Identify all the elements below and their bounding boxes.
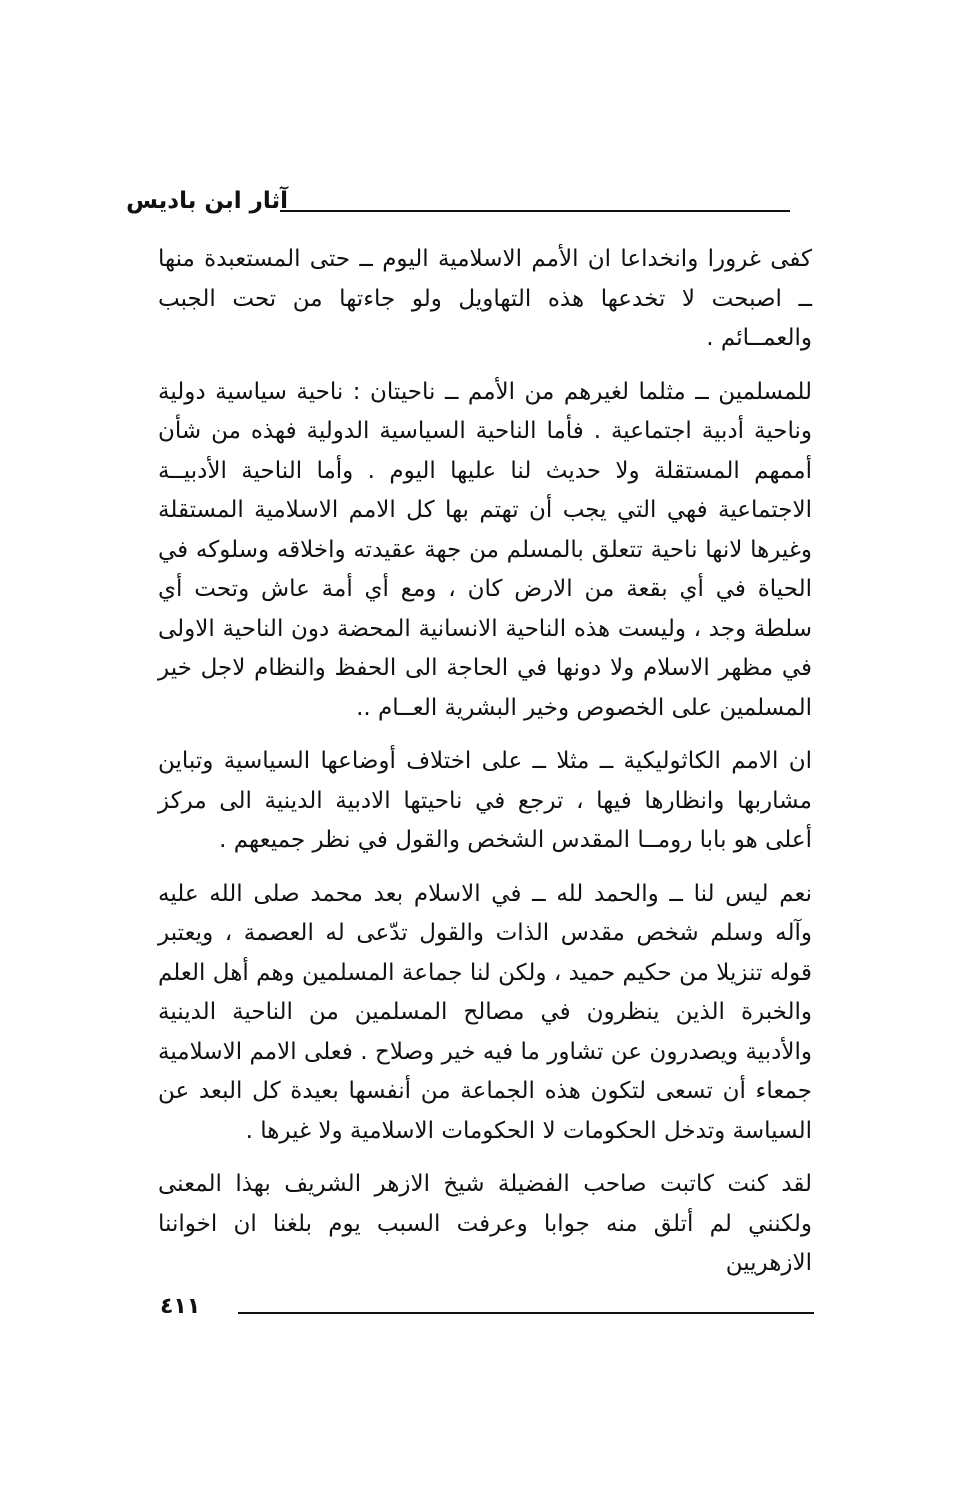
paragraph-5: لقد كنت كاتبت صاحب الفضيلة شيخ الازهر الشريف بهذا المعنى ولكنني لم أتلق منه جوابا وعرفت السبب يوم بلغنا ان اخواننا الازهريين	[158, 1171, 812, 1276]
page-footer	[150, 1294, 814, 1334]
paragraph-2: للمسلمين ــ مثلما لغيرهم من الأمم ــ ناحيتان : ناحية سياسية دولية وناحية أدبية اجتماعية . فأما الناحية السياسية الدولية فهذه من شأن أممهم المستقلة ولا حديث لنا عليها اليوم . وأما الناحية الأدبيــة الاجتماعية فهي التي يجب أن تهتم بها كل الامم الاسلامية المستقلة وغيرها لانها ناحية تتعلق بالمسلم من جهة عقيدته واخلاقه وسلوكه في الحياة في أي بقعة من الارض كان ، ومع أي أمة عاش وتحت أي سلطة وجد ، وليست هذه الناحية الانسانية المحضة دون الناحية الاولى في مظهر الاسلام ولا دونها في الحاجة الى الحفظ والنظام لاجل خير المسلمين على الخصوص وخير البشرية العــام ..	[158, 378, 812, 721]
running-title: آثار ابن باديس	[126, 188, 288, 214]
header-rule	[280, 210, 790, 212]
paragraph-4: نعم ليس لنا ــ والحمد لله ــ في الاسلام بعد محمد صلى الله عليه وآله وسلم شخص مقدس الذات والقول تدّعى له العصمة ، ويعتبر قوله تنزيلا من حكيم حميد ، ولكن لنا جماعة المسلمين وهم أهل العلم والخبرة الذين ينظرون في مصالح المسلمين من الناحية الدينية والأدبية ويصدرون عن تشاور ما فيه خير وصلاح . فعلى الامم الاسلامية جمعاء أن تسعى لتكون هذه الجماعة من أنفسها بعيدة كل البعد عن السياسة وتدخل الحكومات لا الحكومات الاسلامية ولا غيرها .	[158, 880, 812, 1144]
page-header	[126, 188, 790, 228]
footer-rule	[238, 1312, 814, 1314]
page-number: ٤١١	[160, 1294, 201, 1319]
body-text	[158, 240, 812, 1298]
paragraph-1: كفى غرورا وانخداعا ان الأمم الاسلامية اليوم ــ حتى المستعبدة منها ــ اصبحت لا تخدعها هذه التهاويل ولو جاءتها من تحت الجبب والعمــائم .	[158, 246, 812, 351]
paragraph-3: ان الامم الكاثوليكية ــ مثلا ــ على اختلاف أوضاعها السياسية وتباين مشاربها وانظارها فيها ، ترجع في ناحيتها الادبية الدينية الى مركز أعلى هو بابا رومــا المقدس الشخص والقول في نظر جميعهم .	[158, 748, 812, 853]
